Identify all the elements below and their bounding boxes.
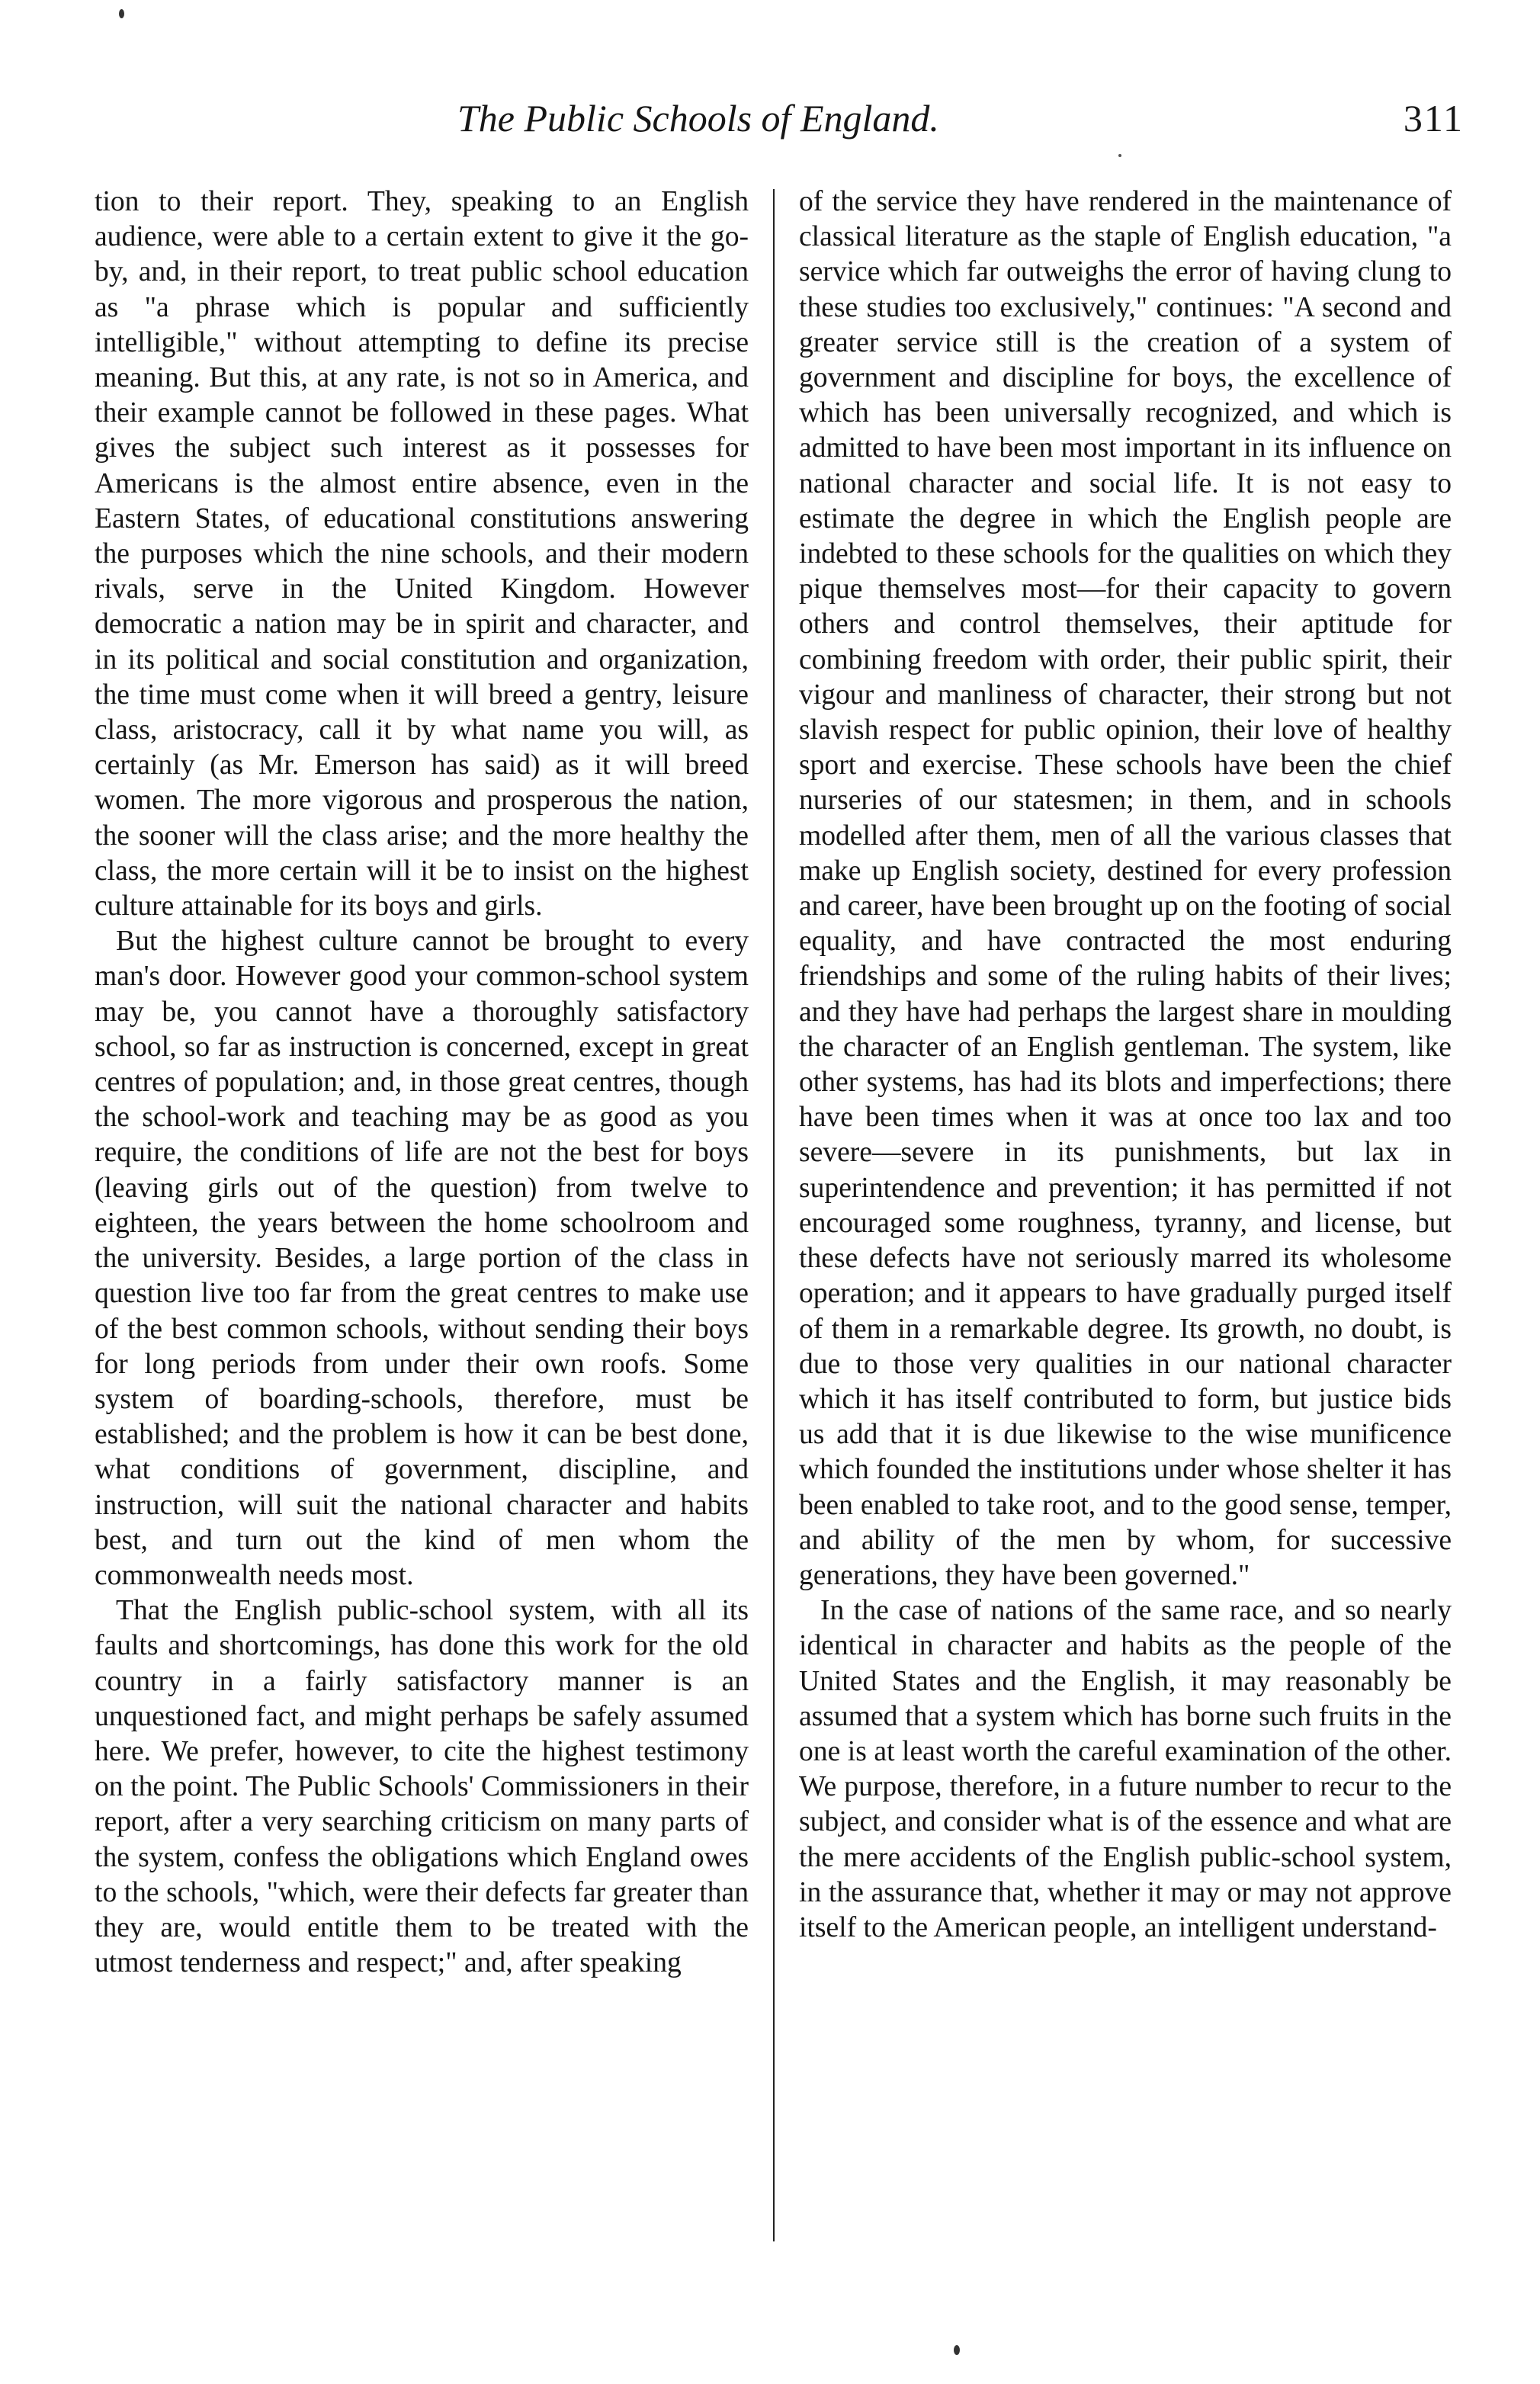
running-title: The Public Schools of England. [457, 97, 939, 140]
left-paragraph-1: tion to their report. They, speaking to an English audience, were able to a certain extent to give it the go-by, and, in their report, to treat public school education as "a phrase which is popular and sufficiently intelligible," without attempting to define its precise meaning. But this, at any rate, is not so in America, and their example cannot be followed in these pages. What gives the subject such interest as it possesses for Americans is the almost entire absence, even in the Eastern States, of educational constitutions answering the purposes which the nine schools, and their modern rivals, serve in the United Kingdom. However democratic a nation may be in spirit and character, and in its political and social constitution and organization, the time must come when it will breed a gentry, leisure class, aristocracy, call it by what name you will, as certainly (as Mr. Emerson has said) as it will breed women. The more vigorous and prosperous the nation, the sooner will the class arise; and the more healthy the class, the more certain will it be to insist on the highest culture attainable for its boys and girls. [95, 186, 749, 922]
left-column [95, 184, 749, 1981]
page-number: 311 [1403, 97, 1464, 140]
right-paragraph-1: of the service they have rendered in the maintenance of classical literature as the staple of English education, "a service which far outweighs the error of having clung to these studies too exclusively," continues: "A second and greater service still is the creation of a system of government and discipline for boys, the excellence of which has been universally recognized, and which is admitted to have been most important in its influence on national character and social life. It is not easy to estimate the degree in which the English people are indebted to these schools for the qualities on which they pique themselves most—for their capacity to govern others and control themselves, their aptitude for combining freedom with order, their public spirit, their vigour and manliness of character, their strong but not slavish respect for public opinion, their love of healthy sport and exercise. These schools have been the chief nurseries of our statesmen; in them, and in schools modelled after them, men of all the various classes that make up English society, destined for every profession and career, have been brought up on the footing of social equality, and have contracted the most enduring friendships and some of the ruling habits of their lives; and they have had perhaps the largest share in moulding the character of an English gentleman. The system, like other systems, has had its blots and imperfections; there have been times when it was at once too lax and too severe—severe in its punishments, but lax in superintendence and prevention; it has permitted if not encouraged some roughness, tyranny, and license, but these defects have not seriously marred its wholesome operation; and it appears to have gradually purged itself of them in a remarkable degree. Its growth, no doubt, is due to those very qualities in our national character which it has itself contributed to form, but justice bids us add that it is due likewise to the wise munificence which founded the institutions under whose shelter it has been enabled to take root, and to the good sense, temper, and ability of the men by whom, for successive generations, they have been governed." [799, 186, 1452, 1591]
column-rule [773, 189, 775, 2241]
ink-speck-bottom [954, 2345, 960, 2355]
left-paragraph-3: That the English public-school system, with all its faults and shortcomings, has done this work for the old country in a fairly satisfactory manner is an unquestioned fact, and might perhaps be safely assumed here. We prefer, however, to cite the highest testimony on the point. The Public Schools' Commissioners in their report, after a very searching criticism on many parts of the system, confess the obligations which England owes to the schools, "which, were their defects far greater than they are, would entitle them to be treated with the utmost tenderness and respect;" and, after speaking [95, 1595, 749, 1979]
right-paragraph-2: In the case of nations of the same race, and so nearly identical in character and habits as the people of the United States and the English, it may reasonably be assumed that a system which has borne such fruits in the one is at least worth the careful examination of the other. We purpose, therefore, in a future number to recur to the subject, and consider what is of the essence and what are the mere accidents of the English public-school system, in the assurance that, whether it may or may not approve itself to the American people, an intelligent understand- [799, 1595, 1452, 1943]
ink-speck-top [119, 9, 124, 18]
ink-speck-head [1118, 154, 1121, 157]
running-head [457, 91, 1464, 145]
right-column [799, 184, 1452, 1946]
left-paragraph-2: But the highest culture cannot be brought to every man's door. However good your common-school system may be, you cannot have a thoroughly satisfactory school, so far as instruction is concerned, except in great centres of population; and, in those great centres, though the school-work and teaching may be as good as you require, the conditions of life are not the best for boys (leaving girls out of the question) from twelve to eighteen, the years between the home schoolroom and the university. Besides, a large portion of the class in question live too far from the great centres to make use of the best common schools, without sending their boys for long periods from under their own roofs. Some system of boarding-schools, therefore, must be established; and the problem is how it can be best done, what conditions of government, discipline, and instruction, will suit the national character and habits best, and turn out the kind of men whom the commonwealth needs most. [95, 926, 749, 1591]
